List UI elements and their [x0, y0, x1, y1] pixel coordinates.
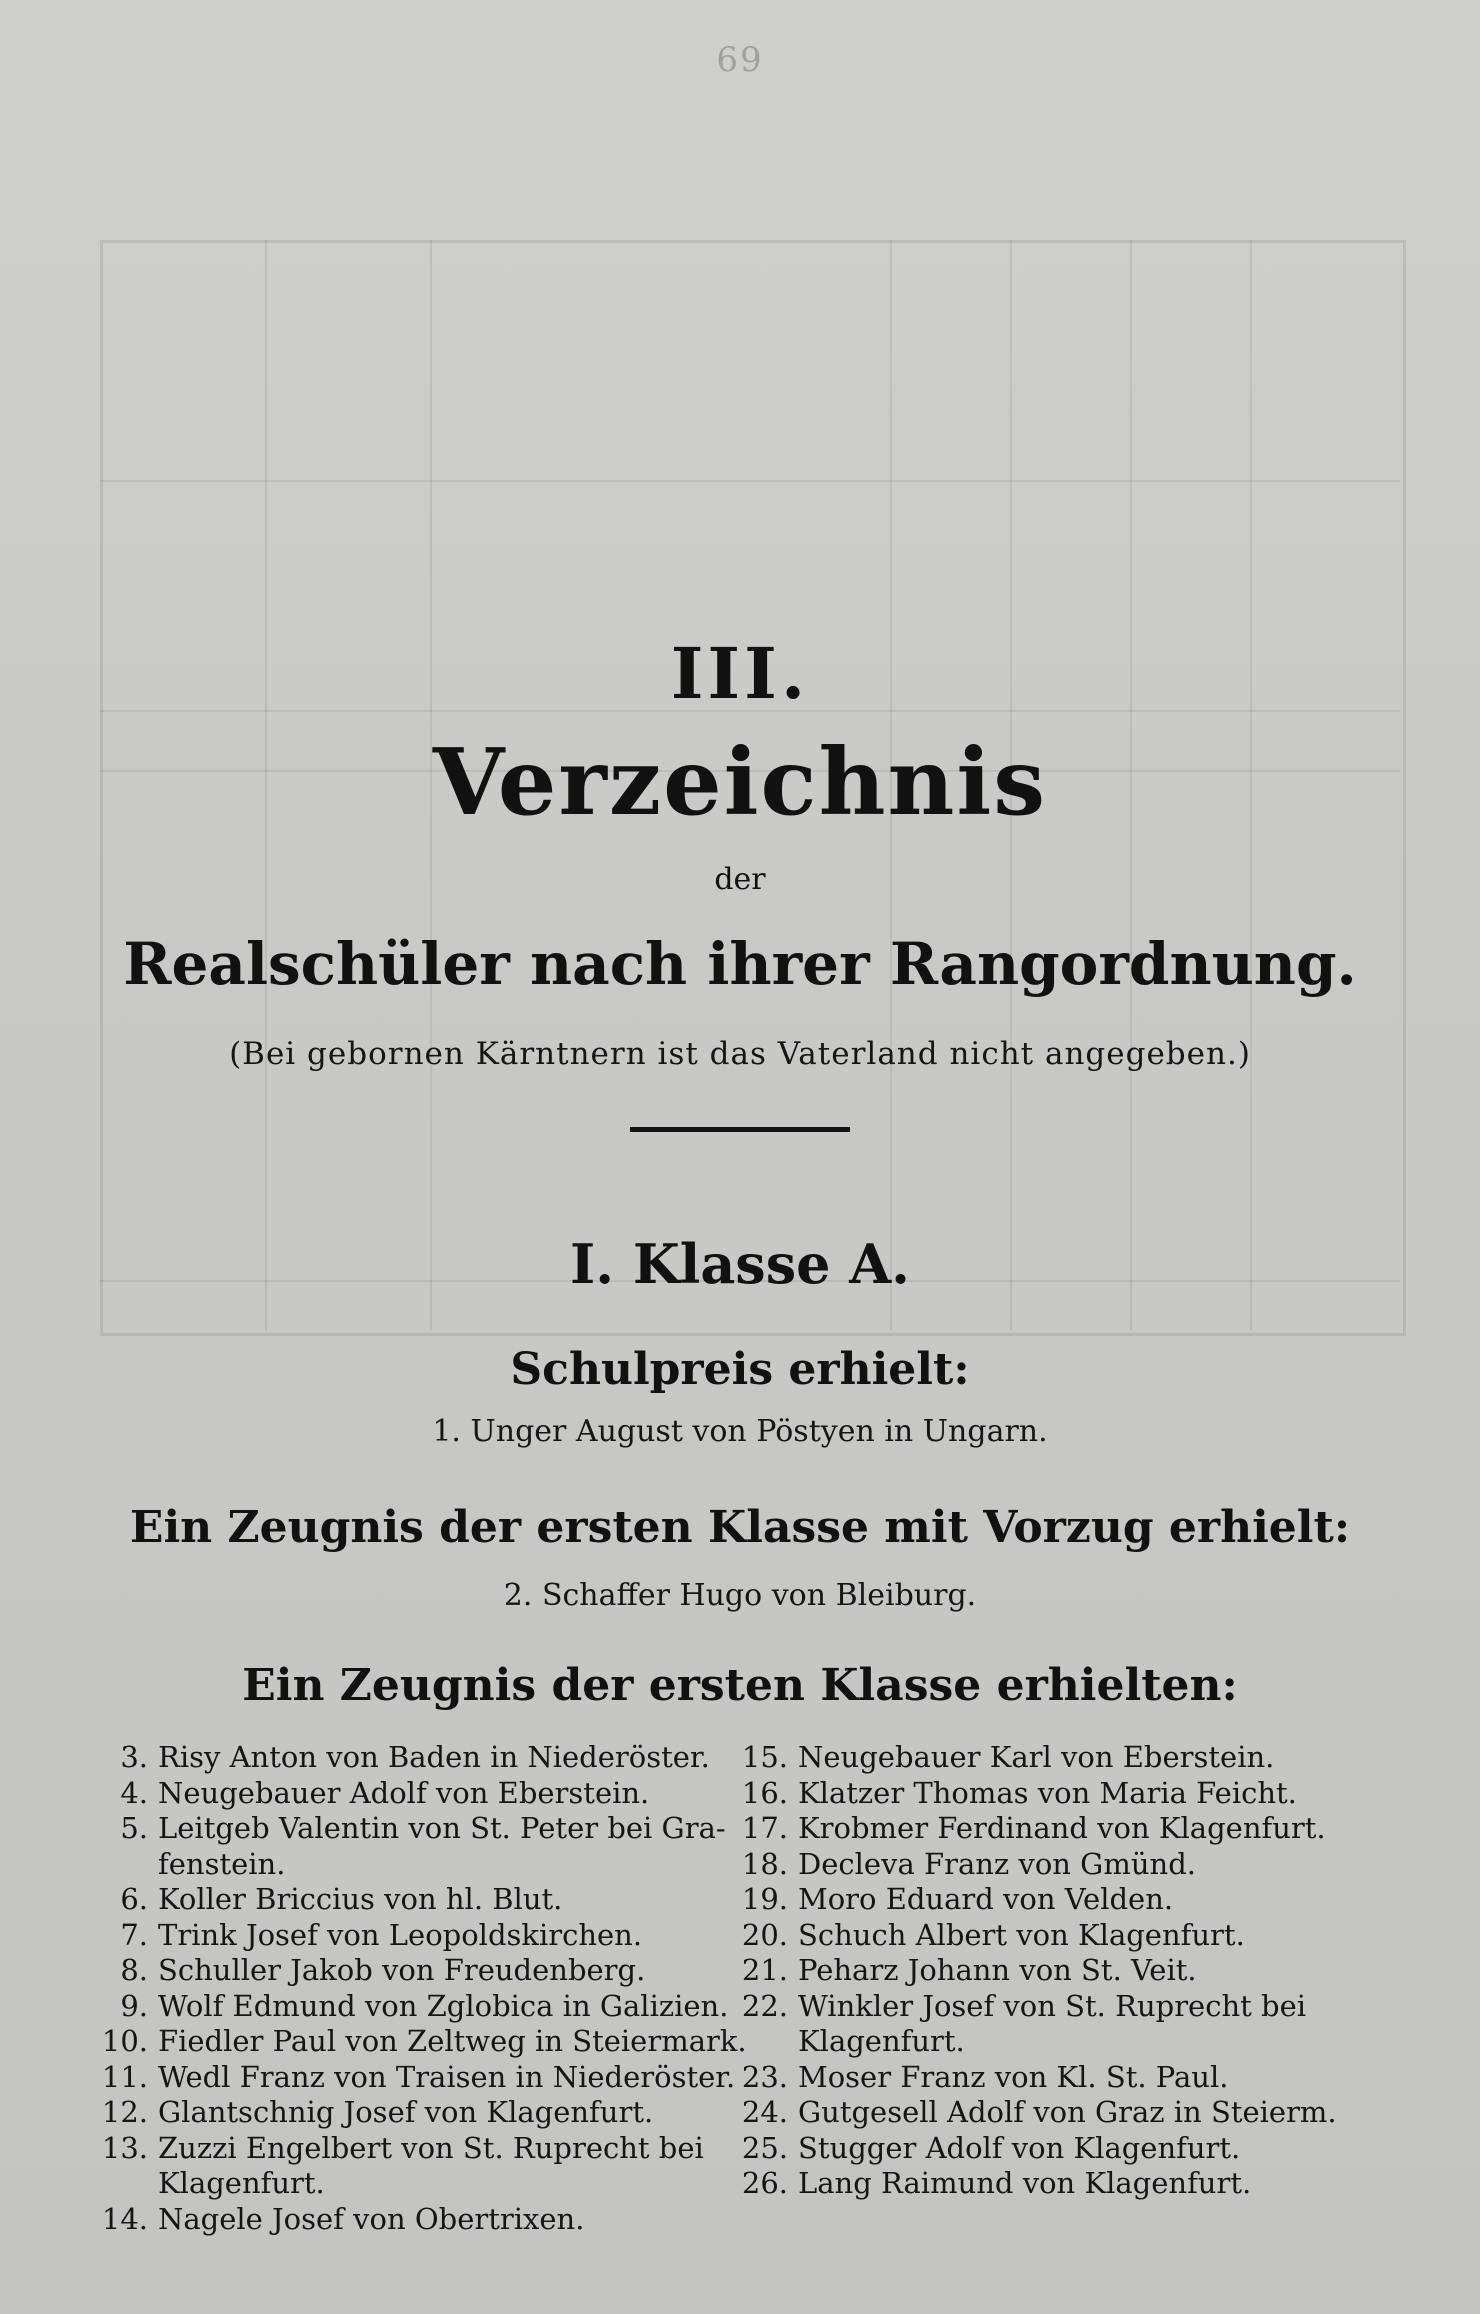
student-name-origin	[798, 2131, 1386, 2167]
student-name-origin	[158, 1776, 726, 1812]
student-text: Risy Anton von Baden in Niederöster.	[158, 1740, 710, 1774]
page-subtitle: Realschüler nach ihrer Rangordnung.	[123, 930, 1357, 998]
student-text: Leitgeb Valentin von St. Peter bei Gra-	[158, 1811, 726, 1845]
class-heading: I. Klasse A.	[570, 1232, 910, 1296]
student-entry	[726, 1776, 1386, 1812]
student-text: Fiedler Paul von Zeltweg in Steiermark.	[158, 2024, 747, 2058]
award-entry: 1. Unger August von Pöstyen in Ungarn.	[432, 1414, 1048, 1449]
student-name-origin	[158, 2202, 726, 2238]
rank-number: 25.	[741, 2130, 788, 2165]
title-connector: der	[714, 862, 766, 897]
student-text: Decleva Franz von Gmünd.	[798, 1846, 1196, 1881]
student-name-origin	[798, 2166, 1386, 2202]
student-text: Moser Franz von Kl. St. Paul.	[798, 2059, 1229, 2094]
student-entry	[86, 2059, 736, 2096]
student-entry	[726, 1918, 1386, 1954]
student-name-origin	[798, 1882, 1386, 1918]
student-text: Klatzer Thomas von Maria Feicht.	[798, 1775, 1297, 1810]
student-name-origin	[798, 1847, 1386, 1883]
student-entry	[726, 1811, 1386, 1847]
student-entry	[726, 2060, 1386, 2096]
student-name-origin	[798, 1811, 1386, 1847]
rank-number: 24.	[741, 2095, 788, 2129]
student-text: Zuzzi Engelbert von St. Ruprecht bei	[158, 2130, 704, 2165]
rank-number: 16.	[741, 1775, 788, 1810]
rank-number: 4.	[120, 1775, 148, 1810]
student-text: Schuller Jakob von Freudenberg.	[158, 1953, 646, 1987]
student-entry	[86, 1988, 729, 2025]
student-name-origin	[158, 1918, 726, 1954]
student-text: Wedl Franz von Traisen in Niederöster.	[158, 2059, 736, 2094]
student-name-origin	[798, 1740, 1386, 1776]
rank-number: 9.	[120, 1988, 148, 2023]
page-number: 69	[716, 40, 764, 80]
student-text: Krobmer Ferdinand von Klagenfurt.	[798, 1811, 1326, 1845]
student-name-origin	[158, 2024, 747, 2060]
student-name-origin	[158, 1953, 726, 1989]
student-list-left	[86, 1740, 747, 2237]
student-name-origin	[798, 2095, 1386, 2131]
student-name-origin	[798, 1953, 1386, 1989]
student-entry	[726, 1882, 1386, 1918]
page-title: Verzeichnis	[432, 728, 1048, 836]
student-entry	[86, 2095, 726, 2131]
rank-number: 5.	[120, 1811, 148, 1845]
award-heading-distinction: Ein Zeugnis der ersten Klasse mit Vorzug erhielt:	[129, 1502, 1351, 1553]
student-text-continuation: Klagenfurt.	[798, 2024, 965, 2058]
student-text: Nagele Josef von Obertrixen.	[158, 2201, 585, 2236]
student-entry	[86, 1953, 726, 1989]
bleed-through-line	[100, 480, 1400, 482]
student-text: Trink Josef von Leopoldskirchen.	[158, 1917, 643, 1952]
rank-number: 13.	[101, 2130, 148, 2165]
student-name-origin	[158, 1882, 726, 1918]
student-entry	[86, 2131, 726, 2202]
student-entry	[86, 1918, 726, 1954]
student-text-continuation: fenstein.	[158, 1846, 286, 1881]
rank-number: 15.	[741, 1740, 788, 1774]
rank-number: 26.	[741, 2166, 788, 2200]
student-text: Lang Raimund von Klagenfurt.	[798, 2166, 1252, 2200]
student-entry	[726, 1953, 1386, 1989]
rank-number: 6.	[120, 1882, 148, 1916]
rank-number: 8.	[120, 1953, 148, 1987]
student-name-origin	[798, 2060, 1386, 2096]
student-entry	[86, 1740, 726, 1776]
student-entry	[726, 1989, 1386, 2060]
section-number: III.	[670, 632, 810, 715]
rank-number: 17.	[741, 1811, 788, 1845]
rank-number: 3.	[120, 1740, 148, 1774]
divider-rule	[630, 1127, 850, 1132]
rank-number: 12.	[101, 2095, 148, 2129]
rank-number: 14.	[101, 2201, 148, 2236]
student-entry	[86, 1882, 726, 1918]
rank-number: 19.	[741, 1882, 788, 1916]
rank-number: 23.	[741, 2059, 788, 2094]
award-entry: 2. Schaffer Hugo von Bleiburg.	[503, 1578, 977, 1613]
student-entry	[86, 2202, 726, 2238]
student-text: Winkler Josef von St. Ruprecht bei	[798, 1988, 1307, 2023]
editorial-note: (Bei gebornen Kärntnern ist das Vaterland nicht angegeben.)	[229, 1036, 1251, 1072]
student-name-origin	[798, 1776, 1386, 1812]
student-name-origin	[158, 1811, 726, 1882]
rank-number: 11.	[101, 2059, 148, 2094]
student-entry	[726, 2166, 1386, 2202]
student-entry	[726, 2131, 1386, 2167]
student-text: Koller Briccius von hl. Blut.	[158, 1882, 563, 1916]
student-entry	[726, 1847, 1386, 1883]
student-entry	[726, 1740, 1386, 1776]
rank-number: 7.	[120, 1917, 148, 1952]
rank-number: 18.	[741, 1846, 788, 1881]
student-name-origin	[798, 1918, 1386, 1954]
student-name-origin	[798, 1989, 1386, 2060]
student-entry	[86, 2024, 747, 2060]
award-heading-first-class: Ein Zeugnis der ersten Klasse erhielten:	[242, 1660, 1238, 1711]
student-name-origin	[158, 1740, 726, 1776]
student-text: Neugebauer Karl von Eberstein.	[798, 1740, 1275, 1774]
rank-number: 10.	[101, 2024, 148, 2058]
student-text: Moro Eduard von Velden.	[798, 1882, 1174, 1916]
rank-number: 20.	[741, 1917, 788, 1952]
student-list-right	[726, 1740, 1386, 2202]
student-text: Glantschnig Josef von Klagenfurt.	[158, 2095, 654, 2129]
student-name-origin	[158, 2131, 726, 2202]
student-text: Stugger Adolf von Klagenfurt.	[798, 2130, 1241, 2165]
student-name-origin	[158, 2060, 735, 2096]
student-text: Neugebauer Adolf von Eberstein.	[158, 1775, 650, 1810]
student-name-origin	[158, 2095, 726, 2131]
student-text: Schuch Albert von Klagenfurt.	[798, 1917, 1245, 1952]
rank-number: 21.	[741, 1953, 788, 1987]
award-heading-school-prize: Schulpreis erhielt:	[510, 1344, 970, 1395]
student-entry	[726, 2095, 1386, 2131]
student-text-continuation: Klagenfurt.	[158, 2166, 325, 2200]
student-name-origin	[158, 1989, 728, 2025]
student-text: Wolf Edmund von Zglobica in Galizien.	[158, 1988, 729, 2023]
student-entry	[86, 1811, 726, 1882]
rank-number: 22.	[741, 1988, 788, 2023]
student-text: Gutgesell Adolf von Graz in Steierm.	[798, 2095, 1337, 2129]
student-entry	[86, 1776, 726, 1812]
student-text: Peharz Johann von St. Veit.	[798, 1953, 1197, 1987]
